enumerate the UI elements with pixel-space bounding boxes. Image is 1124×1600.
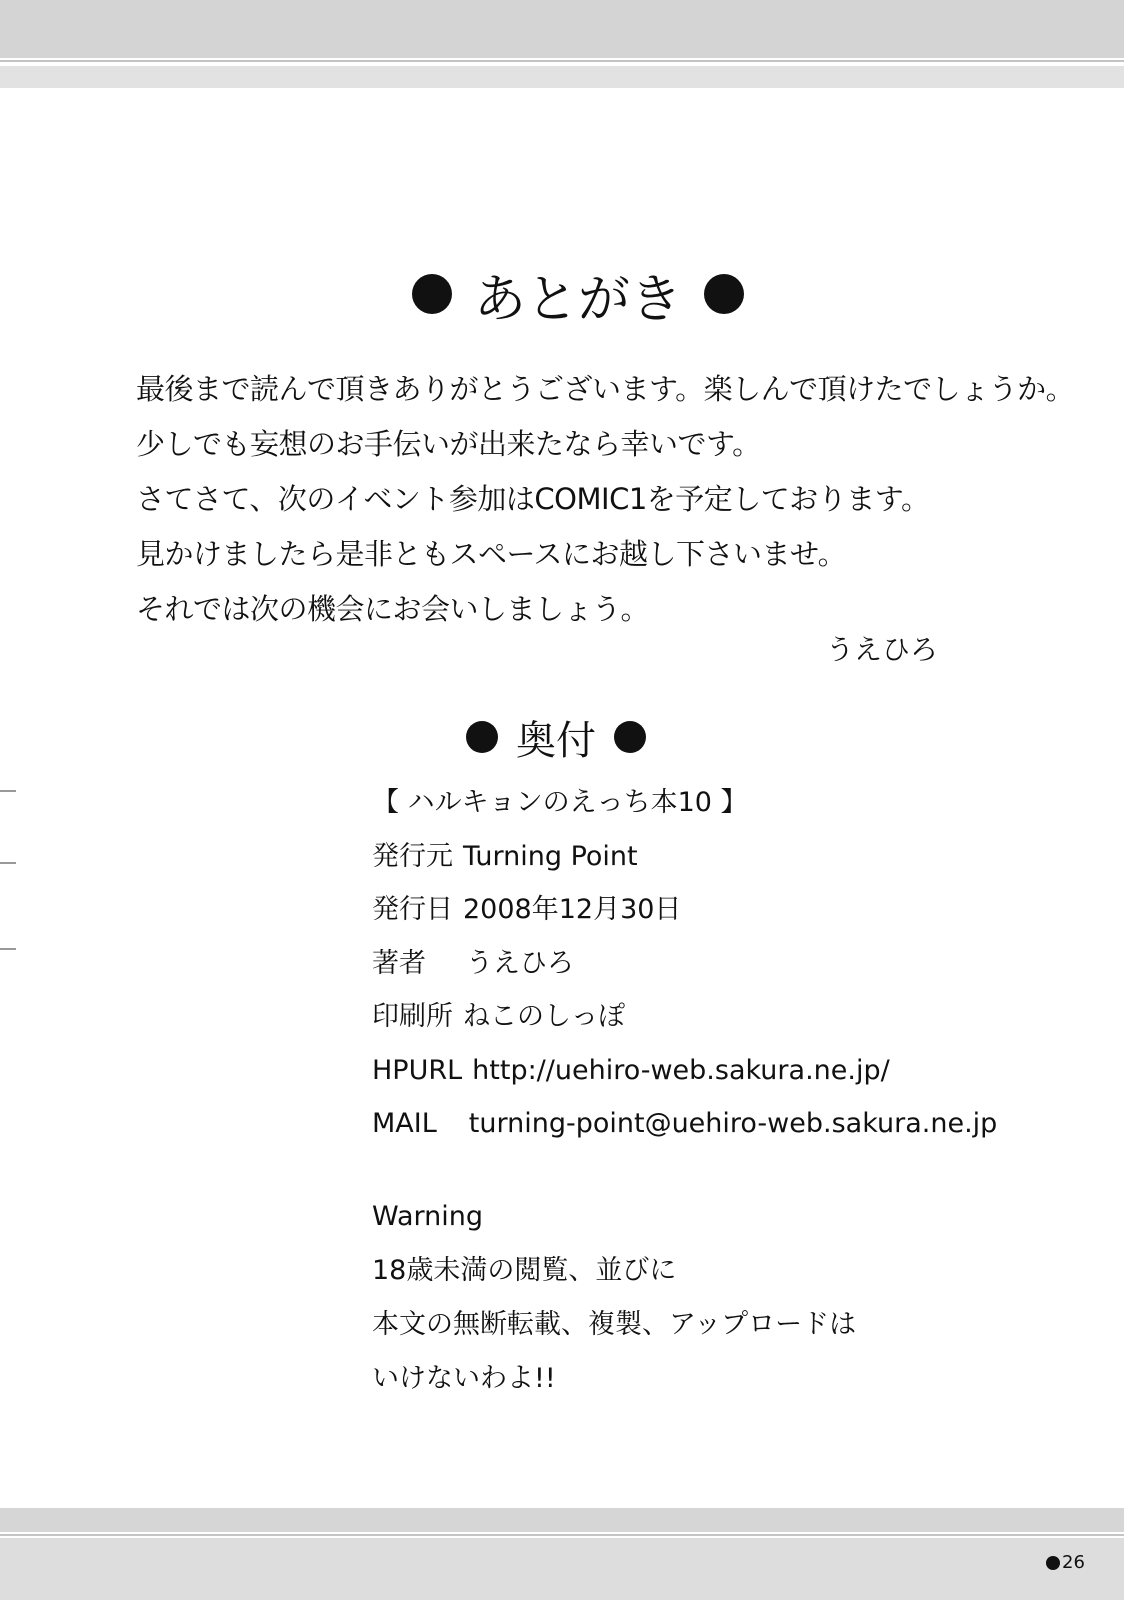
bullet-dot-icon xyxy=(412,274,452,314)
page-number-text: 26 xyxy=(1062,1552,1085,1573)
bottom-border-band-secondary xyxy=(0,1538,1124,1600)
publisher-label: 発行元 xyxy=(372,840,453,872)
bullet-dot-icon xyxy=(704,274,744,314)
top-border-line xyxy=(0,60,1124,62)
colophon-title: 【 ハルキョンのえっち本10 】 xyxy=(372,787,748,818)
bullet-dot-icon xyxy=(614,721,646,753)
afterword-line: 少しでも妄想のお手伝いが出来たなら幸いです。 xyxy=(136,427,761,461)
colophon-mail-row xyxy=(372,1097,997,1151)
colophon-url-row xyxy=(372,1044,997,1098)
author-label: 著者 xyxy=(372,947,426,979)
colophon-publisher-row xyxy=(372,830,997,884)
date-value: 2008年12月30日 xyxy=(463,894,682,925)
url-label: HPURL xyxy=(372,1054,463,1086)
margin-tick xyxy=(0,790,16,792)
bullet-dot-icon xyxy=(1046,1556,1060,1570)
author-value: うえひろ xyxy=(466,947,574,979)
colophon-printer-row xyxy=(372,990,997,1044)
warning-block xyxy=(372,1190,856,1406)
warning-line: 18歳未満の閲覧、並びに xyxy=(372,1255,677,1286)
bottom-border-line xyxy=(0,1534,1124,1536)
afterword-line: それでは次の機会にお会いしましょう。 xyxy=(136,592,650,626)
bottom-border-band xyxy=(0,1508,1124,1532)
afterword-line: さてさて、次のイベント参加はCOMIC1を予定しております。 xyxy=(136,482,930,516)
colophon-details xyxy=(372,776,997,1151)
warning-title: Warning xyxy=(372,1201,484,1232)
page-number xyxy=(1046,1552,1085,1573)
mail-label: MAIL xyxy=(372,1108,437,1139)
bullet-dot-icon xyxy=(466,721,498,753)
warning-line: いけないわよ!! xyxy=(372,1363,556,1394)
margin-tick xyxy=(0,948,16,950)
top-border-band-secondary xyxy=(0,66,1124,88)
afterword-line: 最後まで読んで頂きありがとうございます。楽しんで頂けたでしょうか。 xyxy=(136,372,1075,406)
date-label: 発行日 xyxy=(372,894,453,925)
afterword-heading-text: あとがき xyxy=(474,269,683,330)
colophon-heading xyxy=(466,712,646,762)
warning-line: 本文の無断転載、複製、アップロードは xyxy=(372,1309,857,1340)
colophon-author-row xyxy=(372,937,997,991)
afterword-signature: うえひろ xyxy=(826,633,939,666)
printer-value: ねこのしっぽ xyxy=(463,1001,625,1032)
colophon-heading-text: 奥付 xyxy=(516,717,596,764)
top-border-band xyxy=(0,0,1124,58)
mail-value: turning-point@uehiro-web.sakura.ne.jp xyxy=(468,1108,998,1139)
printer-label: 印刷所 xyxy=(372,1001,453,1032)
colophon-date-row xyxy=(372,883,997,937)
margin-tick xyxy=(0,862,16,864)
publisher-value: Turning Point xyxy=(463,840,638,872)
afterword-line: 見かけましたら是非ともスペースにお越し下さいませ。 xyxy=(136,537,847,571)
afterword-heading xyxy=(412,262,744,330)
url-value: http://uehiro-web.sakura.ne.jp/ xyxy=(472,1054,890,1086)
afterword-body xyxy=(136,362,1074,637)
